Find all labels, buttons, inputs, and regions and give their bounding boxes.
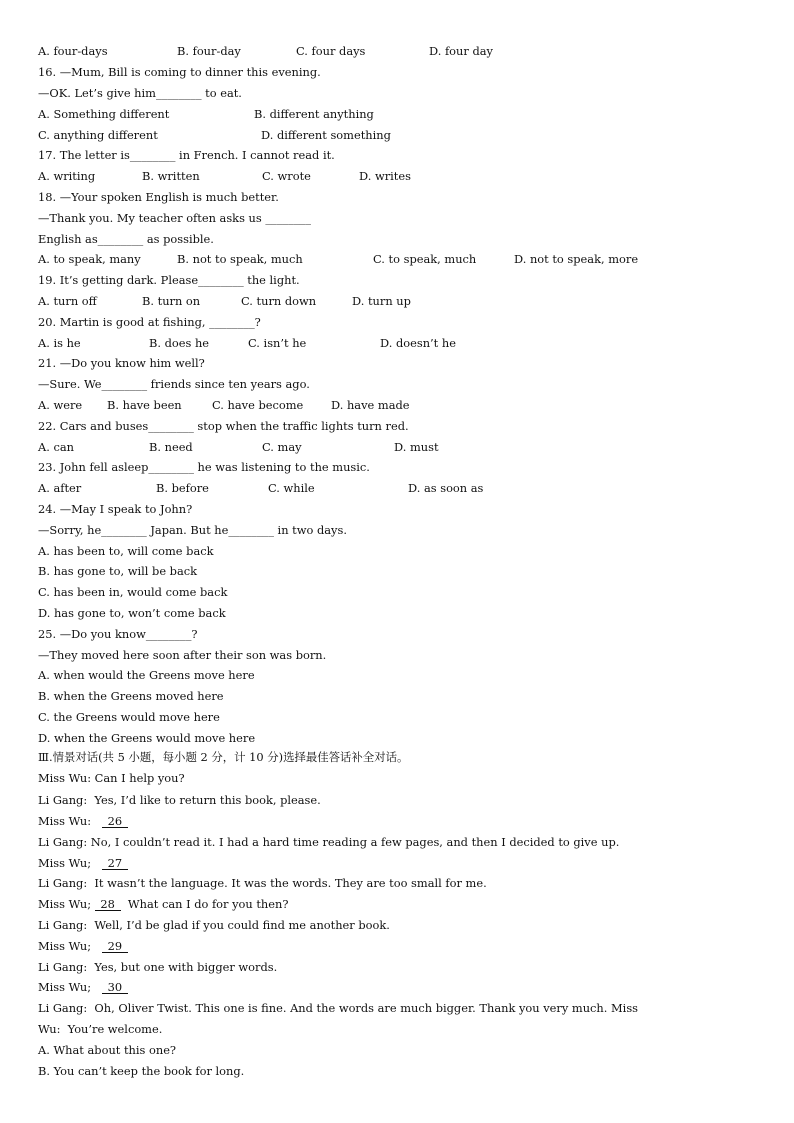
q21-option-b: B. have been [107,398,182,412]
dialogue-line-7 [38,897,288,911]
answer-option-a: A. What about this one? [38,1043,177,1057]
q25-option-c: C. the Greens would move here [38,710,220,724]
dialogue-line-3 [38,814,128,828]
q18-line2: —Thank you. My teacher often asks us ________ [38,211,311,225]
q19-line1: 19. It’s getting dark. Please________ the light. [38,273,300,287]
q19-option-b: B. turn on [142,294,201,308]
q23-line1: 23. John fell asleep________ he was listening to the music. [38,460,370,474]
q25-option-b: B. when the Greens moved here [38,689,224,703]
q16-option-d: D. different something [261,128,391,142]
dialogue-line-10: Li Gang: Yes, but one with bigger words. [38,960,278,974]
q20-line1: 20. Martin is good at fishing, ________? [38,315,261,329]
dialogue-line-2: Li Gang: Yes, I’d like to return this book, please. [38,793,321,807]
speaker-label: Miss Wu; [38,980,102,994]
answer-option-b: B. You can’t keep the book for long. [38,1064,245,1078]
q23-option-d: D. as soon as [408,481,484,495]
q17-option-c: C. wrote [262,169,311,183]
q23-option-c: C. while [268,481,315,495]
q21-line2: —Sure. We________ friends since ten years ago. [38,377,310,391]
section3-heading: Ⅲ.情景对话(共 5 小题，每小题 2 分，计 10 分)选择最佳答话补全对话。 [38,750,409,764]
q24-line2: —Sorry, he________ Japan. But he________ in two days. [38,523,347,537]
q24-option-a: A. has been to, will come back [38,544,214,558]
q21-option-d: D. have made [331,398,410,412]
q21-option-a: A. were [38,398,83,412]
q24-line1: 24. —May I speak to John? [38,502,193,516]
q19-option-d: D. turn up [352,294,411,308]
q18-option-b: B. not to speak, much [177,252,303,266]
q17-line1: 17. The letter is________ in French. I cannot read it. [38,148,335,162]
q19-option-a: A. turn off [38,294,97,308]
q18-line1: 18. —Your spoken English is much better. [38,190,279,204]
q18-option-c: C. to speak, much [373,252,477,266]
q24-option-c: C. has been in, would come back [38,585,228,599]
speaker-label: Miss Wu; [38,856,102,870]
q23-option-b: B. before [156,481,209,495]
q24-option-d: D. has gone to, won’t come back [38,606,226,620]
q16-line1: 16. —Mum, Bill is coming to dinner this evening. [38,65,321,79]
dialogue-line-13: Wu: You’re welcome. [38,1022,163,1036]
q20-option-d: D. doesn’t he [380,336,456,350]
q16-option-b: B. different anything [254,107,374,121]
dialogue-line-8: Li Gang: Well, I’d be glad if you could find me another book. [38,918,390,932]
q20-option-a: A. is he [38,336,81,350]
q16-line2: —OK. Let’s give him________ to eat. [38,86,242,100]
dialogue-line-12: Li Gang: Oh, Oliver Twist. This one is fine. And the words are much bigger. Thank you very much. Miss [38,1001,639,1015]
blank-28[interactable]: 28 [95,898,121,911]
q22-line1: 22. Cars and buses________ stop when the traffic lights turn red. [38,419,409,433]
q20-option-b: B. does he [149,336,210,350]
dialogue-line-6: Li Gang: It wasn’t the language. It was the words. They are too small for me. [38,876,487,890]
q15-option-b: B. four-day [177,44,241,58]
q23-option-a: A. after [38,481,82,495]
q22-option-a: A. can [38,440,74,454]
speaker-label: Miss Wu; [38,897,95,911]
q22-option-b: B. need [149,440,193,454]
q22-option-d: D. must [394,440,439,454]
blank-29[interactable]: 29 [102,940,128,953]
q17-option-b: B. written [142,169,200,183]
q18-line3: English as________ as possible. [38,232,214,246]
q15-option-a: A. four-days [38,44,108,58]
blank-26[interactable]: 26 [102,815,128,828]
q24-option-b: B. has gone to, will be back [38,564,198,578]
dialogue-line-9 [38,939,128,953]
q16-option-a: A. Something different [38,107,170,121]
q25-line1: 25. —Do you know________? [38,627,198,641]
q18-option-a: A. to speak, many [38,252,141,266]
speaker-label: Miss Wu; [38,939,102,953]
q20-option-c: C. isn’t he [248,336,307,350]
q21-option-c: C. have become [212,398,304,412]
dialogue-line-4: Li Gang: No, I couldn’t read it. I had a hard time reading a few pages, and then I decided to give up. [38,835,620,849]
q15-option-d: D. four day [429,44,493,58]
q25-option-a: A. when would the Greens move here [38,668,255,682]
q17-option-d: D. writes [359,169,411,183]
q22-option-c: C. may [262,440,302,454]
q21-line1: 21. —Do you know him well? [38,356,205,370]
dialogue-text: What can I do for you then? [120,897,289,911]
blank-30[interactable]: 30 [102,981,128,994]
dialogue-line-11 [38,980,128,994]
q25-option-d: D. when the Greens would move here [38,731,256,745]
q17-option-a: A. writing [38,169,96,183]
q19-option-c: C. turn down [241,294,317,308]
dialogue-line-5 [38,856,128,870]
q16-option-c: C. anything different [38,128,158,142]
q18-option-d: D. not to speak, more [514,252,639,266]
speaker-label: Miss Wu: [38,814,102,828]
q15-option-c: C. four days [296,44,366,58]
dialogue-line-1: Miss Wu: Can I help you? [38,771,185,785]
blank-27[interactable]: 27 [102,857,128,870]
q25-line2: —They moved here soon after their son was born. [38,648,327,662]
